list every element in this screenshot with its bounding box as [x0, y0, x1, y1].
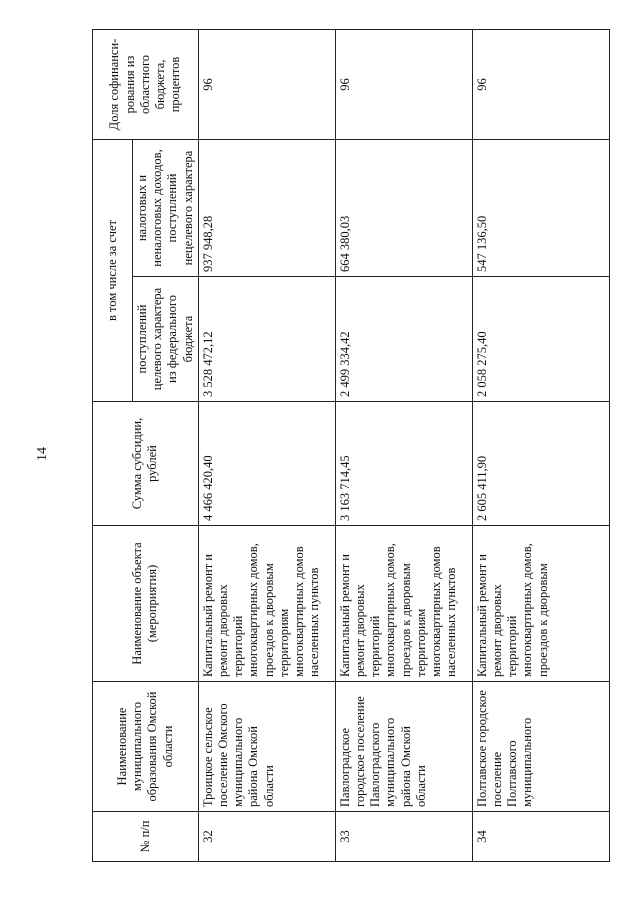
row-municipality	[335, 682, 472, 812]
header-object: Наименование объекта (мероприятия)	[93, 526, 199, 682]
row-object-text: Капитальный ремонт и ремонт дворовых территорий многоквартирных домов, проездов к дворовым	[474, 543, 550, 677]
row-municipality-text: Полтавское городское поселение Полтавского муниципального	[474, 690, 535, 807]
row-sum: 2 605 411,90	[472, 402, 609, 526]
row-sum: 4 466 420,40	[198, 402, 335, 526]
row-object	[472, 526, 609, 682]
row-share: 96	[472, 29, 609, 139]
row-share: 96	[198, 29, 335, 139]
header-federal: поступлений целевого характера из федерального бюджета	[133, 277, 199, 402]
header-sum: Сумма субсидии, рублей	[93, 402, 199, 526]
header-tax: налоговых и неналоговых доходов, поступлений нецелевого характера	[133, 139, 199, 276]
row-object	[198, 526, 335, 682]
row-federal: 2 058 275,40	[472, 277, 609, 402]
table-row	[198, 29, 335, 861]
header-including: в том числе за счет	[93, 139, 133, 401]
row-tax: 664 380,03	[335, 139, 472, 276]
row-tax: 937 948,28	[198, 139, 335, 276]
header-municipality: Наименование муниципального образования Омской области	[93, 682, 199, 812]
row-object-text: Капитальный ремонт и ремонт дворовых территорий многоквартирных домов, проездов к дворовым территориям многоквартирных домов населенных пунктов	[337, 543, 459, 677]
row-num: 34	[472, 812, 609, 862]
row-num: 32	[198, 812, 335, 862]
row-federal: 3 528 472,12	[198, 277, 335, 402]
header-share: Доля софинанси-рования из областного бюджета, процентов	[93, 29, 199, 139]
page-number: 14	[35, 447, 50, 461]
row-share: 96	[335, 29, 472, 139]
row-object-text: Капитальный ремонт и ремонт дворовых территорий многоквартирных домов, проездов к дворовым территориям многоквартирных домов населенных пунктов	[200, 543, 322, 677]
row-federal: 2 499 334,42	[335, 277, 472, 402]
row-municipality-text: Троицкое сельское поселение Омского муниципального района Омской области	[200, 703, 276, 807]
row-municipality	[198, 682, 335, 812]
row-sum: 3 163 714,45	[335, 402, 472, 526]
rotated-table-wrapper	[92, 30, 584, 862]
row-municipality	[472, 682, 609, 812]
subsidy-table	[92, 29, 610, 862]
row-municipality-text: Павлоградское городское поселение Павлоградского муниципального района Омской области	[337, 696, 428, 807]
table-row	[472, 29, 609, 861]
row-num: 33	[335, 812, 472, 862]
table-row	[335, 29, 472, 861]
row-object	[335, 526, 472, 682]
row-tax: 547 136,50	[472, 139, 609, 276]
header-num: № п/п	[93, 812, 199, 862]
